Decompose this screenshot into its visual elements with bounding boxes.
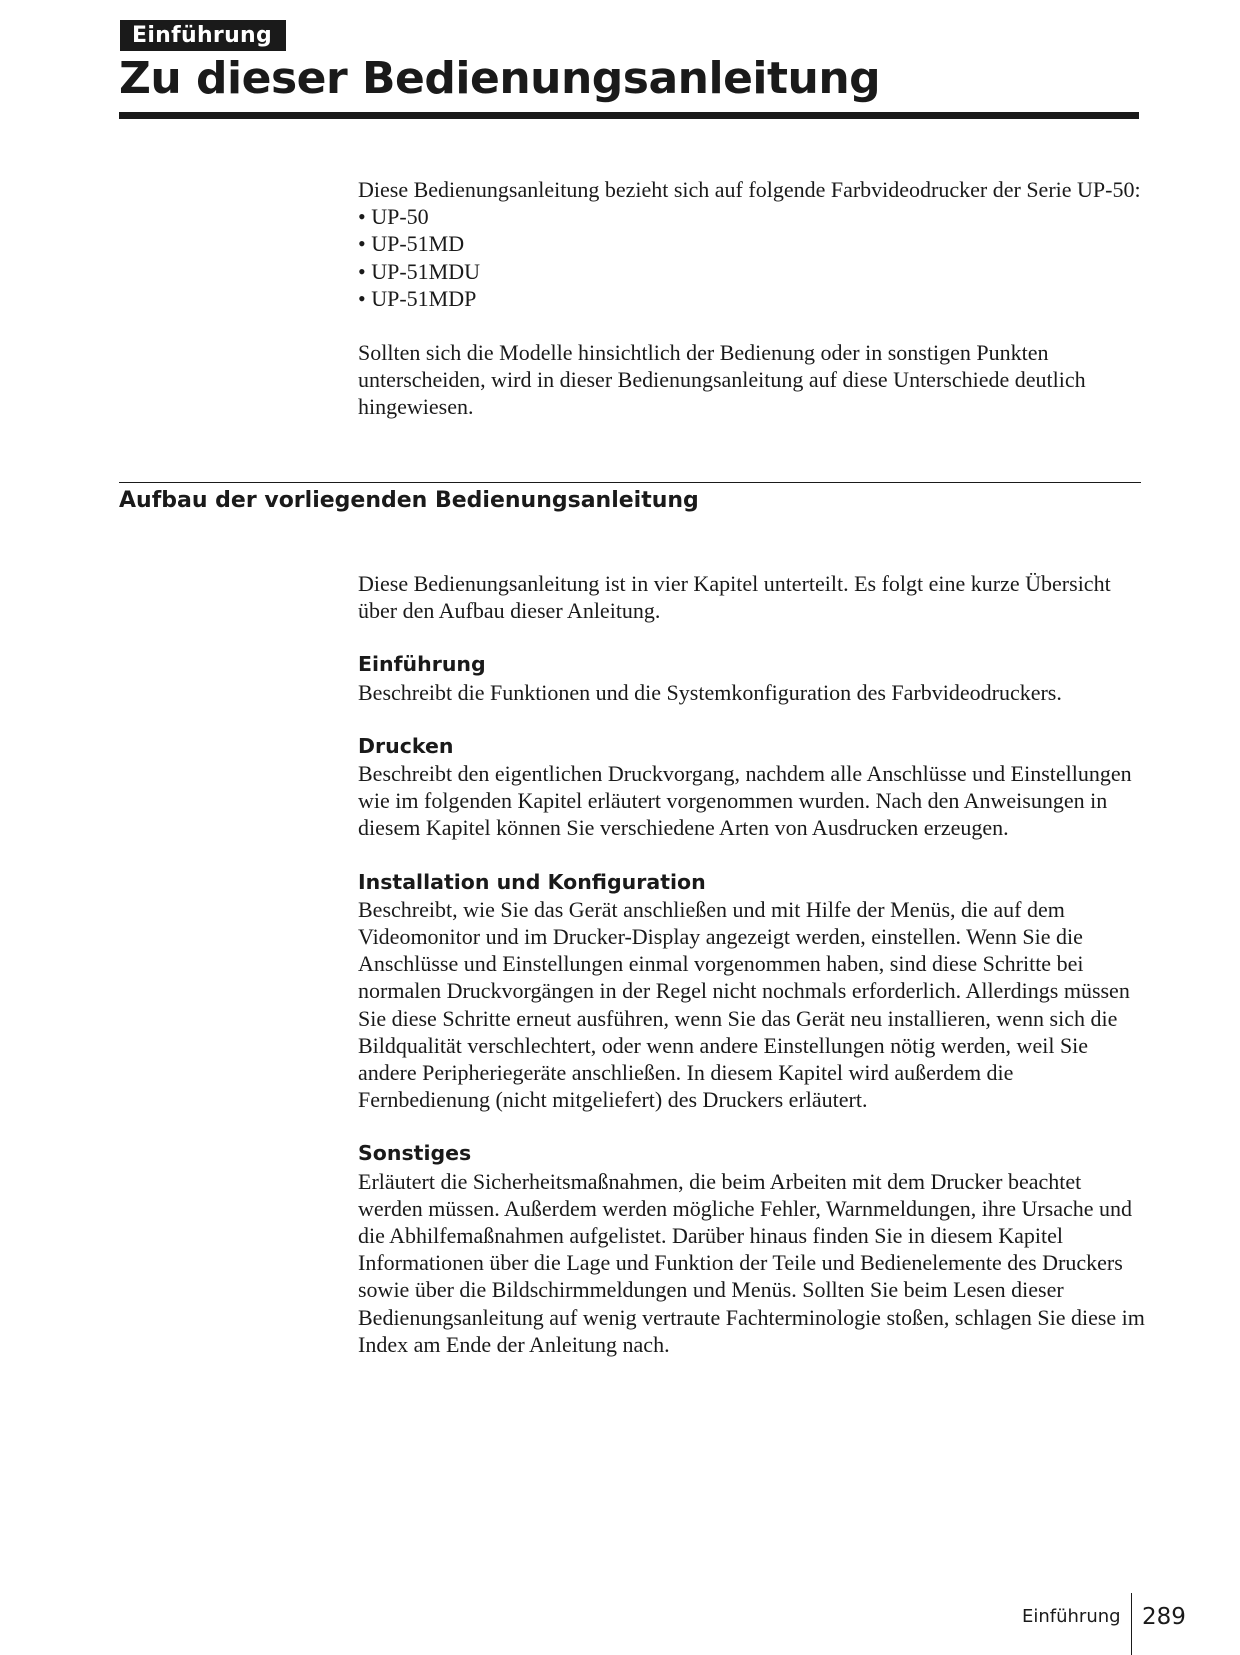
footer-section-label: Einführung <box>1022 1606 1121 1627</box>
section-title: Aufbau der vorliegenden Bedienungsanleitung <box>119 488 699 513</box>
chapter-description: Beschreibt den eigentlichen Druckvorgang, nachdem alle Anschlüsse und Einstellungen wie im folgenden Kapitel erläutert vorgenommen wurden. Nach den Anweisungen in diesem Kapitel können Sie verschiedene Arten von Ausdrucken erzeugen. <box>358 761 1132 841</box>
chapter-description: Beschreibt die Funktionen und die Systemkonfiguration des Farbvideodruckers. <box>358 679 1062 705</box>
chapter-title: Einführung <box>358 652 486 677</box>
model-list-item: • UP-51MDU <box>358 258 1148 285</box>
intro-paragraph: Diese Bedienungsanleitung bezieht sich auf folgende Farbvideodrucker der Serie UP-50: <box>358 177 1141 202</box>
overview-block <box>358 570 1148 1358</box>
chapter-block-einfuehrung <box>358 651 1148 705</box>
chapter-block-installation <box>358 869 1148 1114</box>
model-list-item: • UP-51MDP <box>358 285 1148 312</box>
footer-rule <box>1131 1593 1132 1655</box>
page-title: Zu dieser Bedienungsanleitung <box>119 53 881 104</box>
chapter-block-drucken <box>358 733 1148 842</box>
section-rule <box>119 482 1141 483</box>
overview-intro: Diese Bedienungsanleitung ist in vier Kapitel unterteilt. Es folgt eine kurze Übersicht über den Aufbau dieser Anleitung. <box>358 571 1111 624</box>
intro-block <box>358 176 1148 421</box>
chapter-block-sonstiges <box>358 1140 1148 1358</box>
chapter-title: Installation und Konfiguration <box>358 869 706 894</box>
chapter-description: Erläutert die Sicherheitsmaßnahmen, die beim Arbeiten mit dem Drucker beachtet werden müssen. Außerdem werden mögliche Fehler, Warnmeldungen, ihre Ursache und die Abhilfemaßnahmen aufgelistet. Darüber hinaus finden Sie in diesem Kapitel Informationen über die Lage und Funktion der Teile und Bedienelemente des Druckers sowie über die Bildschirmmeldungen und Menüs. Sollten Sie beim Lesen dieser Bedienungsanleitung auf wenig vertraute Fachterminologie stoßen, schlagen Sie diese im Index am Ende der Anleitung nach. <box>358 1168 1145 1357</box>
intro-note: Sollten sich die Modelle hinsichtlich der Bedienung oder in sonstigen Punkten unterscheiden, wird in dieser Bedienungsanleitung auf diese Unterschiede deutlich hingewiesen. <box>358 340 1086 420</box>
page-number: 289 <box>1142 1604 1186 1630</box>
title-rule <box>119 112 1139 119</box>
chapter-title: Drucken <box>358 733 454 758</box>
chapter-description: Beschreibt, wie Sie das Gerät anschließen und mit Hilfe der Menüs, die auf dem Videomonitor und im Drucker-Display angezeigt werden, einstellen. Wenn Sie die Anschlüsse und Einstellungen einmal vorgenommen haben, sind diese Schritte bei normalen Druckvorgängen in der Regel nicht nochmals erforderlich. Allerdings müssen Sie diese Schritte erneut ausführen, wenn Sie das Gerät neu installieren, wenn sich die Bildqualität verschlechtert, oder wenn andere Einstellungen nötig werden, weil Sie andere Peripheriegeräte anschließen. In diesem Kapitel wird außerdem die Fernbedienung (nicht mitgeliefert) des Druckers erläutert. <box>358 896 1130 1113</box>
model-list-item: • UP-51MD <box>358 230 1148 257</box>
chapter-tag: Einführung <box>120 20 286 51</box>
model-list-item: • UP-50 <box>358 203 1148 230</box>
chapter-title: Sonstiges <box>358 1141 472 1166</box>
model-list <box>358 203 1148 312</box>
